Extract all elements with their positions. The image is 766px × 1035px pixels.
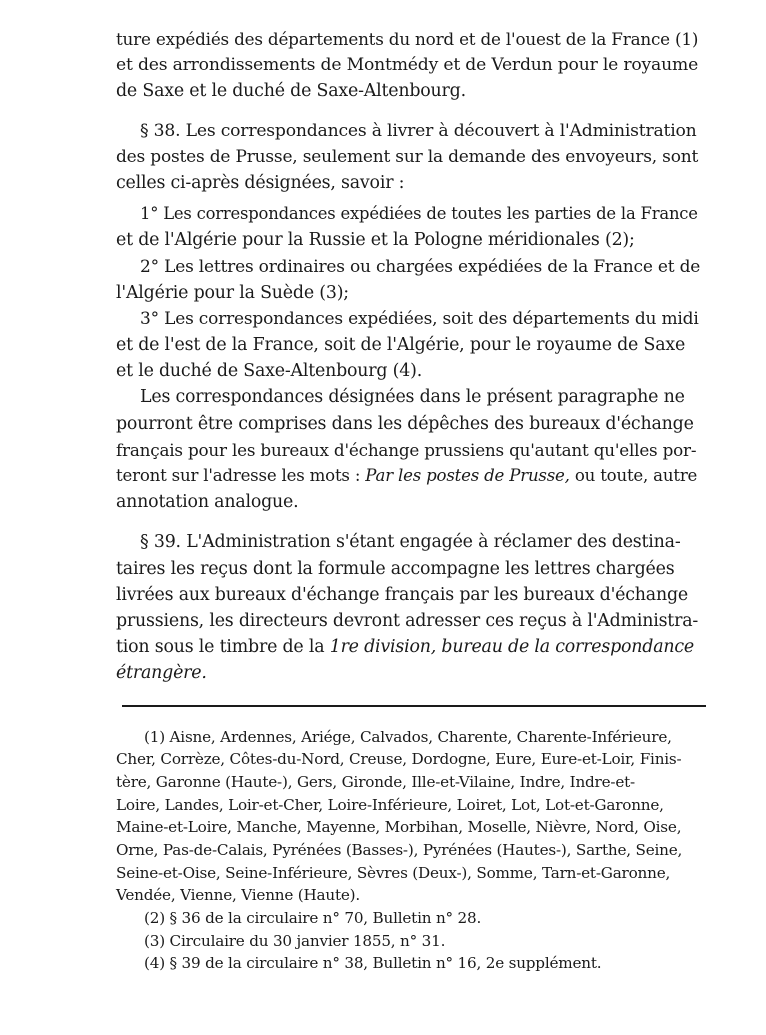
footnote-divider <box>122 705 706 707</box>
section-38-paragraph <box>116 118 700 197</box>
footnote-3: (3) Circulaire du 30 janvier 1855, n° 31. <box>144 931 446 950</box>
footnote-line: Seine-et-Oise, Seine-Inférieure, Sèvres (Deux-), Somme, Tarn-et-Garonne, <box>116 863 671 882</box>
text-line <box>116 634 700 660</box>
text-line: ture expédiés des départements du nord et de l'ouest de la France (1) <box>116 29 699 49</box>
footnote-line: Cher, Corrèze, Côtes-du-Nord, Creuse, Dordogne, Eure, Eure-et-Loir, Finis- <box>116 750 682 769</box>
footnote-line: Maine-et-Loire, Manche, Mayenne, Morbihan, Moselle, Nièvre, Nord, Oise, <box>116 818 682 837</box>
text-run: teront sur l'adresse les mots : <box>116 466 366 485</box>
footnote-line: Vendée, Vienne, Vienne (Haute). <box>116 886 361 905</box>
footnote-line: Loire, Landes, Loir-et-Cher, Loire-Inférieure, Loiret, Lot, Lot-et-Garonne, <box>116 795 664 814</box>
text-line <box>116 463 700 489</box>
text-line: et le duché de Saxe-Altenbourg (4). <box>116 361 423 382</box>
text-line: et des arrondissements de Montmédy et de Verdun pour le royaume <box>116 55 699 76</box>
text-run: tion sous le timbre de la <box>116 637 330 658</box>
text-line: celles ci-après désignées, savoir : <box>116 172 405 193</box>
text-line: prussiens, les directeurs devront adresser ces reçus à l'Administra- <box>116 610 699 631</box>
footnotes <box>116 726 700 976</box>
text-line: français pour les bureaux d'échange prussiens qu'autant qu'elles por- <box>116 439 697 460</box>
text-line: 3° Les correspondances expédiées, soit des départements du midi <box>140 308 699 329</box>
italic-phrase: étrangère. <box>116 663 207 684</box>
text-line: livrées aux bureaux d'échange français par les bureaux d'échange <box>116 584 688 605</box>
section-39-paragraph <box>116 529 700 686</box>
text-line: § 39. L'Administration s'étant engagée à réclamer des destina- <box>140 532 681 553</box>
text-line: annotation analogue. <box>116 492 299 513</box>
footnote-line: tère, Garonne (Haute-), Gers, Gironde, Ille-et-Vilaine, Indre, Indre-et- <box>116 772 635 791</box>
list-item-2 <box>116 254 700 306</box>
text-line: et de l'Algérie pour la Russie et la Pologne méridionales (2); <box>116 230 635 251</box>
text-line: et de l'est de la France, soit de l'Algérie, pour le royaume de Saxe <box>116 335 686 356</box>
text-run: ou toute, autre <box>569 466 698 485</box>
text-line: des postes de Prusse, seulement sur la demande des envoyeurs, sont <box>116 146 699 167</box>
text-line: de Saxe et le duché de Saxe-Altenbourg. <box>116 81 466 102</box>
text-line: 1° Les correspondances expédiées de toutes les parties de la France <box>140 204 698 224</box>
paragraph-continuation <box>116 26 700 105</box>
text-line: taires les reçus dont la formule accompagne les lettres chargées <box>116 558 675 579</box>
text-line: pourront être comprises dans les dépêches des bureaux d'échange <box>116 413 694 434</box>
text-line: l'Algérie pour la Suède (3); <box>116 282 349 303</box>
list-item-1 <box>116 201 700 253</box>
document-page <box>116 26 700 975</box>
text-line: 2° Les lettres ordinaires ou chargées expédiées de la France et de <box>140 256 701 277</box>
footnote-1 <box>116 726 700 908</box>
footnote-2: (2) § 36 de la circulaire n° 70, Bulletin n° 28. <box>144 909 482 927</box>
footnote-line: Orne, Pas-de-Calais, Pyrénées (Basses-), Pyrénées (Hautes-), Sarthe, Seine, <box>116 840 683 859</box>
list-item-3 <box>116 306 700 385</box>
footnote-4: (4) § 39 de la circulaire n° 38, Bulletin n° 16, 2e supplément. <box>144 954 602 973</box>
text-line <box>116 660 700 686</box>
italic-phrase: 1re division, bureau de la correspondance <box>329 637 695 658</box>
text-line: Les correspondances désignées dans le présent paragraphe ne <box>140 387 685 408</box>
footnote-line: (1) Aisne, Ardennes, Ariége, Calvados, Charente, Charente-Inférieure, <box>144 727 672 746</box>
italic-phrase: Par les postes de Prusse, <box>365 466 570 485</box>
designation-paragraph <box>116 384 700 515</box>
text-line: § 38. Les correspondances à livrer à découvert à l'Administration <box>140 120 697 141</box>
